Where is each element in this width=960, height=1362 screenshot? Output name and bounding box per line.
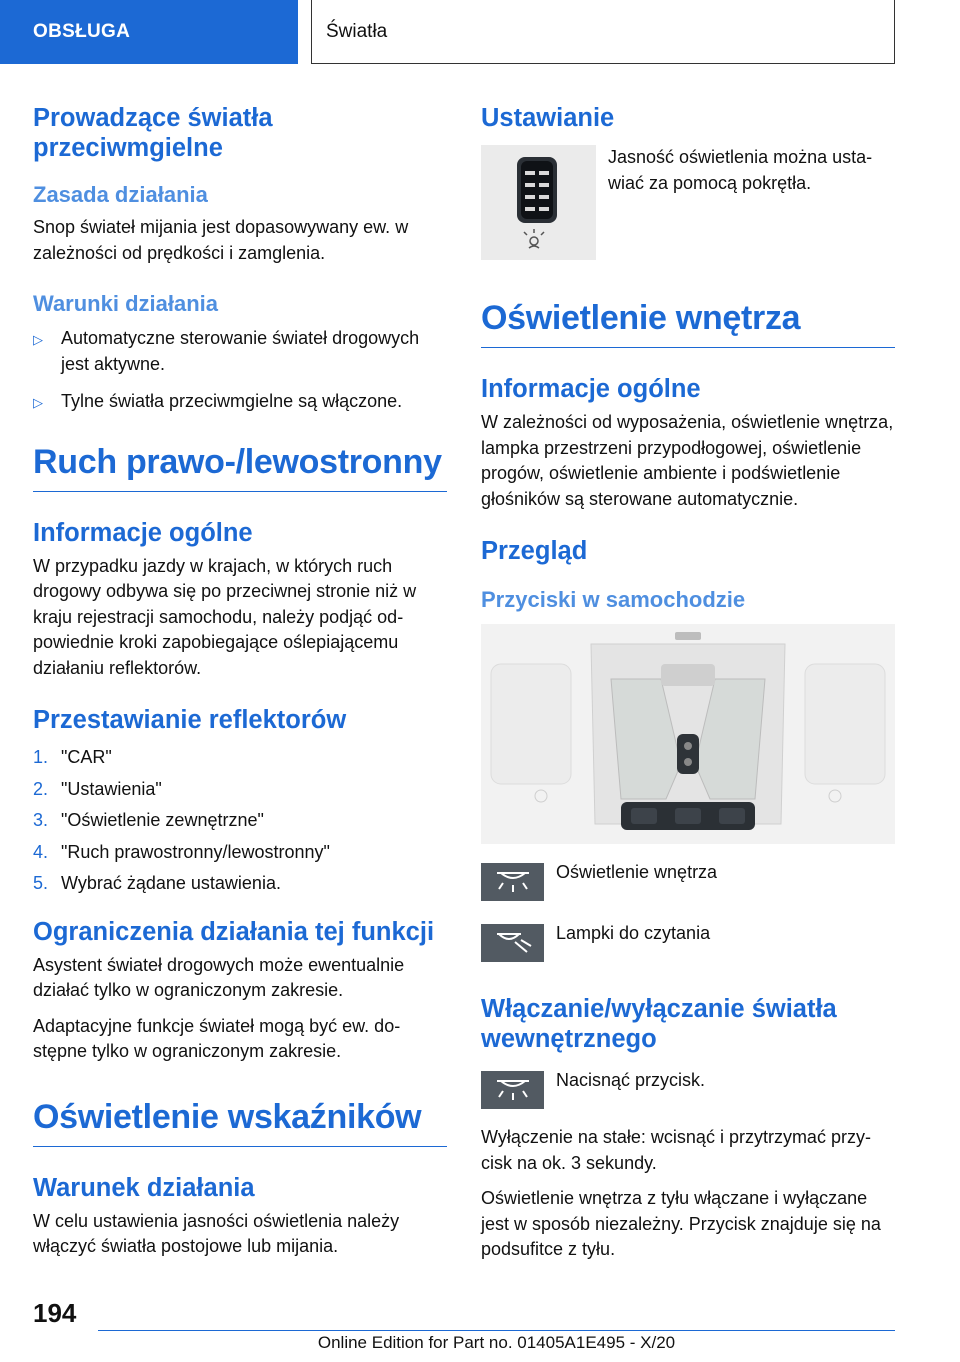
interior-light-label: Oświetlenie wnętrza — [556, 862, 718, 882]
interior-light-icon — [481, 1071, 544, 1109]
buttons-title: Przyciski w samochodzie — [481, 587, 746, 612]
fog-lights-title: Prowadzące światła przeciwmgielne — [33, 104, 273, 162]
principle-text: Snop świateł mijania jest dopasowywany ew. w zależności od prędkości i zamglenia. — [33, 217, 409, 263]
adjust-headlights-title: Przestawianie reflektorów — [33, 706, 347, 734]
reading-light-row — [481, 921, 895, 962]
overview-title: Przegląd — [481, 537, 588, 565]
section-tab — [0, 0, 298, 64]
overhead-console-image — [481, 624, 895, 844]
limits-text-2: Adaptacyjne funkcje świateł mogą być ew. dostępne tylko w ograniczonym zakresie. — [33, 1015, 401, 1061]
list-item: 3. "Oświetlenie zewnętrzne" — [33, 810, 264, 830]
setting-title: Ustawianie — [481, 104, 615, 132]
bullet-triangle-icon: ▷ — [33, 395, 43, 410]
interior-info-title: Informacje ogólne — [481, 375, 701, 403]
interior-light-row — [481, 860, 895, 901]
dimmer-section — [481, 145, 895, 260]
list-item: 1. "CAR" — [33, 747, 112, 767]
interior-info-text: W zależności od wyposażenia, oświetlenie wnętrza, lampka przestrzeni przypodłogowej, oświetlenie progów, oświetlenie ambiente i podświetlenie głośników są sterowane automatycznie. — [481, 412, 894, 509]
off-text: Wyłączenie na stałe: wcisnąć i przytrzymać przycisk na ok. 3 sekundy. — [481, 1127, 871, 1173]
edition-text: Online Edition for Part no. 01405A1E495 - X/20 — [317, 1333, 676, 1352]
list-item: ▷ Automatyczne sterowanie świateł drogowych jest aktywne. — [33, 326, 447, 377]
instrument-condition-text: W celu ustawienia jasności oświetlenia należy włączyć światła postojowe lub mijania. — [33, 1210, 400, 1256]
press-row — [481, 1068, 895, 1109]
traffic-side-title: Ruch prawo-/lewostronny — [33, 442, 447, 492]
onoff-title: Włączanie/wyłączanie światła wewnętrznego — [481, 995, 837, 1053]
dimmer-wheel-image — [481, 145, 596, 260]
reading-light-label: Lampki do czytania — [556, 923, 711, 943]
list-item: 2. "Ustawienia" — [33, 778, 162, 799]
left-column — [33, 103, 447, 1270]
interior-lighting-title: Oświetlenie wnętrza — [481, 298, 895, 348]
rear-text: Oświetlenie wnętrza z tyłu włączane i wyłączane jest w sposób niezależny. Przycisk znajduje się na podsufitce z tyłu. — [481, 1188, 881, 1259]
list-item: ▷ Tylne światła przeciwmgielne są włączone. — [33, 389, 447, 416]
chapter-label: Światła — [326, 20, 388, 42]
bullet-triangle-icon: ▷ — [33, 332, 43, 347]
chapter-header — [311, 0, 895, 64]
conditions-title: Warunki działania — [33, 291, 219, 316]
reading-light-icon — [481, 924, 544, 962]
limits-title: Ograniczenia działania tej funkcji — [33, 917, 435, 946]
setting-text: Jasność oświetlenia można ustawiać za pomocą pokrętła. — [608, 147, 873, 193]
principle-title: Zasada działania — [33, 182, 208, 207]
list-item: 5. Wybrać żądane ustawienia. — [33, 873, 281, 893]
instrument-condition-title: Warunek działania — [33, 1173, 255, 1202]
press-text: Nacisnąć przycisk. — [556, 1070, 706, 1090]
interior-light-icon — [481, 863, 544, 901]
traffic-info-title: Informacje ogólne — [33, 518, 253, 547]
list-item: 4. "Ruch prawostronny/lewostronny" — [33, 841, 330, 862]
section-label: OBSŁUGA — [33, 21, 131, 42]
dashboard-light-icon — [524, 229, 544, 248]
traffic-info-text: W przypadku jazdy w krajach, w których ruch drogowy odbywa się po przeciwnej stronie niż w kraju rejestracji samochodu, należy podjąć odpowiednie kroki zapobiegające oślepiającemu działaniu reflektorów. — [33, 555, 417, 678]
footer-divider — [98, 1330, 895, 1331]
instrument-lighting-title: Oświetlenie wskaźników — [33, 1097, 447, 1147]
page-number: 194 — [33, 1298, 77, 1328]
right-column — [481, 103, 895, 1273]
limits-text-1: Asystent świateł drogowych może ewentualnie działać tylko w ograniczonym zakresie. — [33, 954, 405, 1000]
